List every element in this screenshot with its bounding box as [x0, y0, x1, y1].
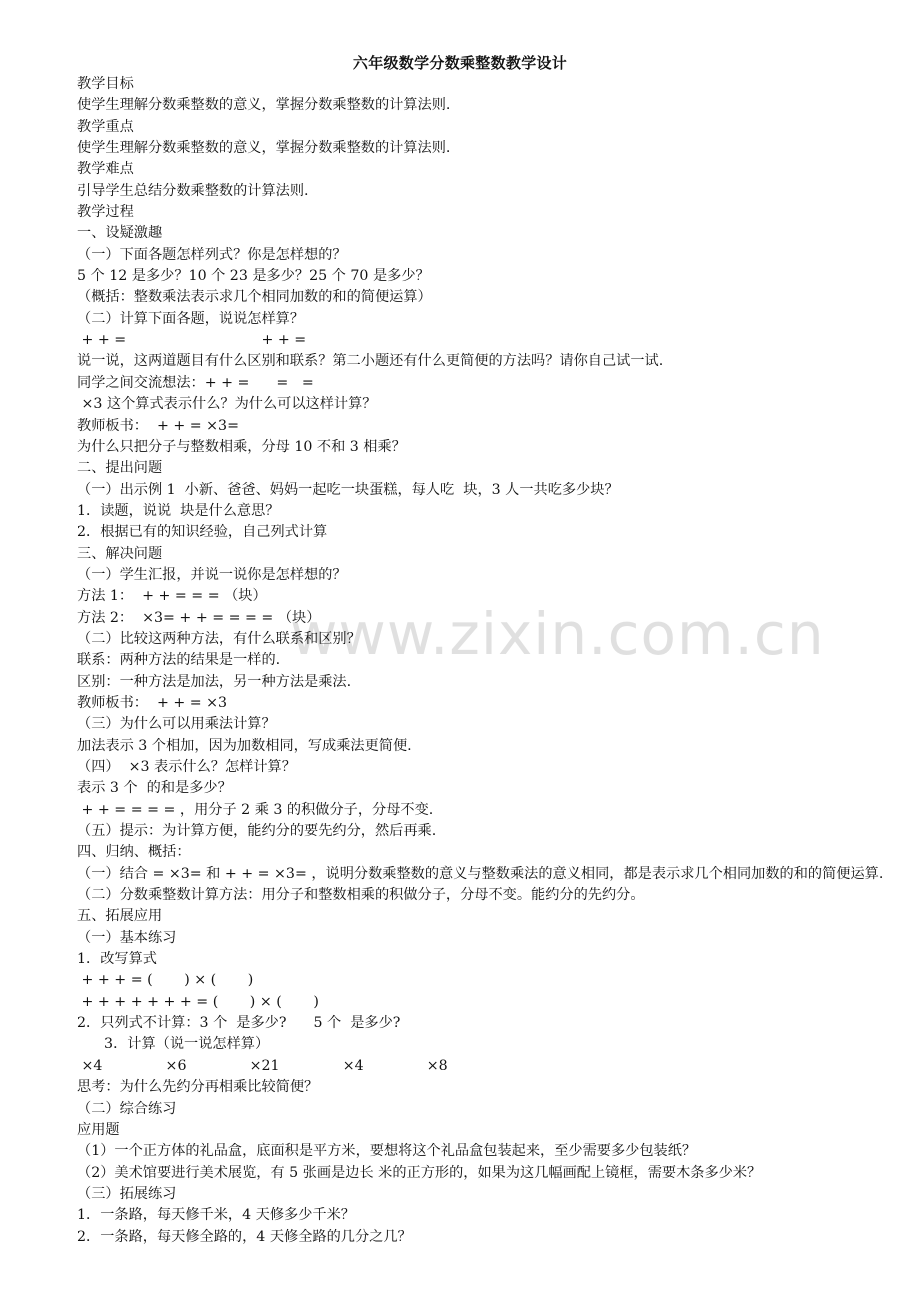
- text-line: + + = = = = ，用分子 2 乘 3 的积做分子，分母不变.: [77, 801, 434, 818]
- text-line: 1．一条路，每天修千米，4 天修多少千米？: [77, 1207, 355, 1224]
- document-body: [45, 74, 885, 1248]
- text-line: （三）拓展练习: [77, 1185, 177, 1202]
- text-line: 2．一条路，每天修全路的，4 天修全路的几分之几？: [77, 1228, 412, 1245]
- text-line: 思考：为什么先约分再相乘比较简便？: [77, 1079, 319, 1096]
- watermark: www.zixin.com.cn: [290, 600, 825, 668]
- text-line: （1）一个正方体的礼品盒，底面积是平方米，要想将这个礼品盒包装起来，至少需要多少包装纸？: [77, 1143, 697, 1160]
- text-line: （2）美术馆要进行美术展览，有 5 张画是边长 米的正方形的，如果为这几幅画配上镜框，需要木条多少米？: [77, 1164, 762, 1181]
- text-line: （一）基本练习: [77, 929, 177, 946]
- text-line: 三、解决问题: [77, 545, 163, 562]
- text-line: 联系：两种方法的结果是一样的.: [77, 652, 281, 669]
- text-line: （二）分数乘整数计算方法：用分子和整数相乘的积做分子，分母不变。能约分的先约分。: [77, 887, 645, 904]
- text-line: 教师板书： + + = ×3: [77, 694, 228, 711]
- text-line: 二、提出问题: [77, 460, 163, 477]
- text-line: 教学重点: [77, 118, 134, 135]
- text-line: （二）综合练习: [77, 1100, 177, 1117]
- text-line: 1．改写算式: [77, 951, 157, 968]
- text-line: 方法 1： + + = = = （块）: [77, 588, 267, 605]
- text-line: ×4 ×6 ×21 ×4 ×8: [77, 1057, 448, 1074]
- text-line: （一）出示例 1 小新、爸爸、妈妈一起吃一块蛋糕，每人吃 块，3 人一共吃多少块？: [77, 481, 619, 498]
- text-line: 加法表示 3 个相加，因为加数相同，写成乘法更简便.: [77, 737, 412, 754]
- text-line: 四、归纳、概括：: [77, 844, 191, 861]
- document-title: 六年级数学分数乘整数教学设计: [352, 54, 568, 72]
- text-line: 区别：一种方法是加法，另一种方法是乘法.: [77, 673, 352, 690]
- text-line: 方法 2： ×3= + + = = = = （块）: [77, 609, 321, 626]
- text-line: （五）提示：为计算方便，能约分的要先约分，然后再乘.: [77, 823, 437, 840]
- text-line: 教师板书： + + = ×3=: [77, 417, 239, 434]
- text-line: ×3 这个算式表示什么？为什么可以这样计算？: [77, 396, 377, 413]
- text-line: 五、拓展应用: [77, 908, 163, 925]
- text-line: 2．根据已有的知识经验，自己列式计算: [77, 524, 328, 541]
- text-line: 5 个 12 是多少？10 个 23 是多少？25 个 70 是多少？: [77, 268, 430, 285]
- text-line: 1．读题，说说 块是什么意思？: [77, 502, 280, 519]
- text-line: 使学生理解分数乘整数的意义，掌握分数乘整数的计算法则.: [77, 140, 451, 157]
- text-line: + + + = ( ) × ( ): [77, 972, 254, 989]
- text-line: 3．计算（说一说怎样算）: [77, 1036, 270, 1053]
- text-line: （概括：整数乘法表示求几个相同加数的和的简便运算）: [77, 289, 432, 306]
- text-line: 教学过程: [77, 204, 134, 221]
- text-line: 一、设疑激趣: [77, 225, 163, 242]
- text-line: （二）计算下面各题，说说怎样算？: [77, 310, 305, 327]
- text-line: 表示 3 个 的和是多少？: [77, 780, 232, 797]
- text-line: 使学生理解分数乘整数的意义，掌握分数乘整数的计算法则.: [77, 97, 451, 114]
- text-line: 教学难点: [77, 161, 134, 178]
- text-line: 同学之间交流想法：+ + = = =: [77, 374, 314, 391]
- text-line: 2．只列式不计算：3 个 是多少? 5 个 是多少?: [77, 1015, 401, 1032]
- text-line: 说一说，这两道题目有什么区别和联系？第二小题还有什么更简便的方法吗？请你自己试一试.: [77, 353, 664, 370]
- summary-paragraph: （一）结合 = ×3= 和 + + = ×3= ，说明分数乘整数的意义与整数乘法的意义相同，都是表示求几个相同加数的和的简便运算.: [77, 865, 884, 882]
- text-line: 教学目标: [77, 76, 134, 92]
- text-line: （三）为什么可以用乘法计算？: [77, 716, 276, 733]
- text-line: 引导学生总结分数乘整数的计算法则.: [77, 182, 309, 199]
- text-line: + + = + + =: [77, 332, 307, 349]
- text-line: （一）学生汇报，并说一说你是怎样想的？: [77, 566, 347, 583]
- text-line: 应用题: [77, 1121, 120, 1138]
- text-line: （二）比较这两种方法，有什么联系和区别？: [77, 630, 361, 647]
- text-line: （一）下面各题怎样列式？你是怎样想的？: [77, 246, 347, 263]
- text-line: 为什么只把分子与整数相乘，分母 10 不和 3 相乘？: [77, 438, 406, 455]
- text-line: + + + + + + + = ( ) × ( ): [77, 993, 319, 1010]
- text-line: （四） ×3 表示什么？怎样计算？: [77, 759, 296, 775]
